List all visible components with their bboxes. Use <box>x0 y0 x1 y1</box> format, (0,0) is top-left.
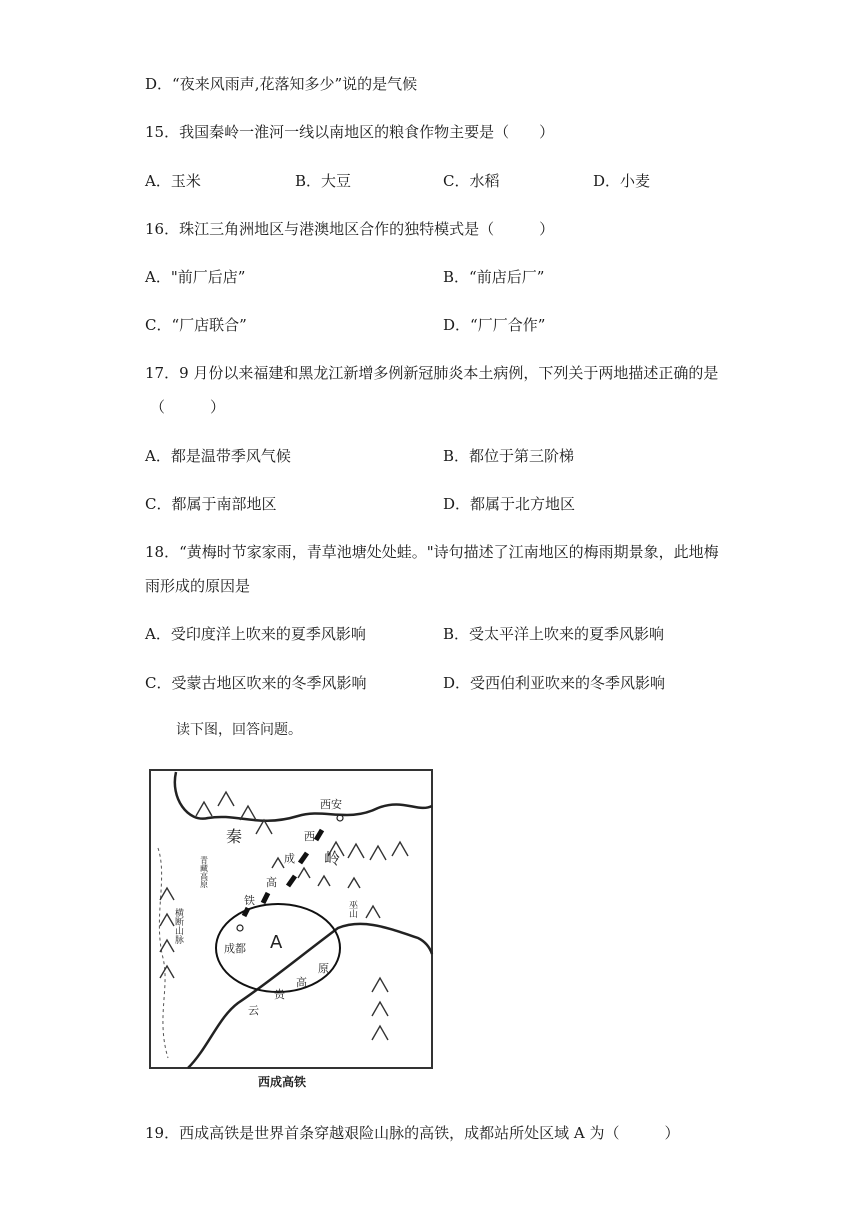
xicheng-railway-map <box>148 768 434 1070</box>
q17-option-d[interactable]: D．都属于北方地区 <box>443 495 576 513</box>
q15-option-b[interactable]: B．大豆 <box>295 172 352 190</box>
q18-option-c[interactable]: C．受蒙古地区吹来的冬季风影响 <box>145 674 367 692</box>
label-xi: 西 <box>304 830 315 843</box>
label-yun: 云 <box>248 1004 259 1017</box>
label-ling: 岭 <box>324 849 341 868</box>
label-hengduan: 横断山脉 <box>173 908 183 944</box>
q15-stem: 15．我国秦岭一淮河一线以南地区的粮食作物主要是（ ） <box>145 123 555 141</box>
label-yuan: 原 <box>318 962 329 975</box>
q15-option-d[interactable]: D．小麦 <box>593 172 651 190</box>
q18-stem-line2: 雨形成的原因是 <box>145 577 251 595</box>
q16-option-a[interactable]: A．"前厂后店” <box>145 268 246 286</box>
label-gao2: 高 <box>296 976 307 989</box>
label-gui: 贵 <box>274 988 285 1001</box>
map-caption: 西成高铁 <box>258 1075 307 1089</box>
label-qin: 秦 <box>226 827 243 846</box>
q19-stem: 19．西成高铁是世界首条穿越艰险山脉的高铁，成都站所处区域 A 为（ ） <box>145 1124 680 1142</box>
q17-stem-line2: （ ） <box>150 398 226 416</box>
q18-option-a[interactable]: A．受印度洋上吹来的夏季风影响 <box>145 625 366 643</box>
label-tie: 铁 <box>244 894 255 907</box>
q15-option-c[interactable]: C．水稻 <box>443 172 500 190</box>
q18-option-d[interactable]: D．受西伯利亚吹来的冬季风影响 <box>443 674 666 692</box>
q18-stem-line1: 18．“黄梅时节家家雨，青草池塘处处蛙。"诗句描述了江南地区的梅雨期景象，此地梅 <box>145 543 719 561</box>
q17-option-c[interactable]: C．都属于南部地区 <box>145 495 277 513</box>
q17-option-b[interactable]: B．都位于第三阶梯 <box>443 447 575 465</box>
label-wushan: 巫山 <box>347 900 357 918</box>
label-cheng: 成 <box>284 852 295 865</box>
q17-option-a[interactable]: A．都是温带季风气候 <box>145 447 291 465</box>
q15-option-a[interactable]: A．玉米 <box>145 172 201 190</box>
label-region-a: A <box>270 932 283 953</box>
label-xian: 西安 <box>320 798 342 811</box>
label-gao: 高 <box>266 876 277 889</box>
map-instruction: 读下图，回答问题。 <box>176 722 302 738</box>
q16-stem: 16．珠江三角洲地区与港澳地区合作的独特模式是（ ） <box>145 220 555 238</box>
map-figure <box>148 768 434 1070</box>
q16-option-d[interactable]: D．“厂厂合作” <box>443 316 546 334</box>
q17-stem-line1: 17．9 月份以来福建和黑龙江新增多例新冠肺炎本土病例，下列关于两地描述正确的是 <box>145 364 719 382</box>
q16-option-b[interactable]: B．“前店后厂” <box>443 268 545 286</box>
label-chengdu: 成都 <box>224 942 246 955</box>
label-qingzang: 青藏高原 <box>199 856 209 888</box>
q18-option-b[interactable]: B．受太平洋上吹来的夏季风影响 <box>443 625 665 643</box>
q14-option-d: D．“夜来风雨声,花落知多少”说的是气候 <box>145 75 418 93</box>
q16-option-c[interactable]: C．“厂店联合” <box>145 316 247 334</box>
